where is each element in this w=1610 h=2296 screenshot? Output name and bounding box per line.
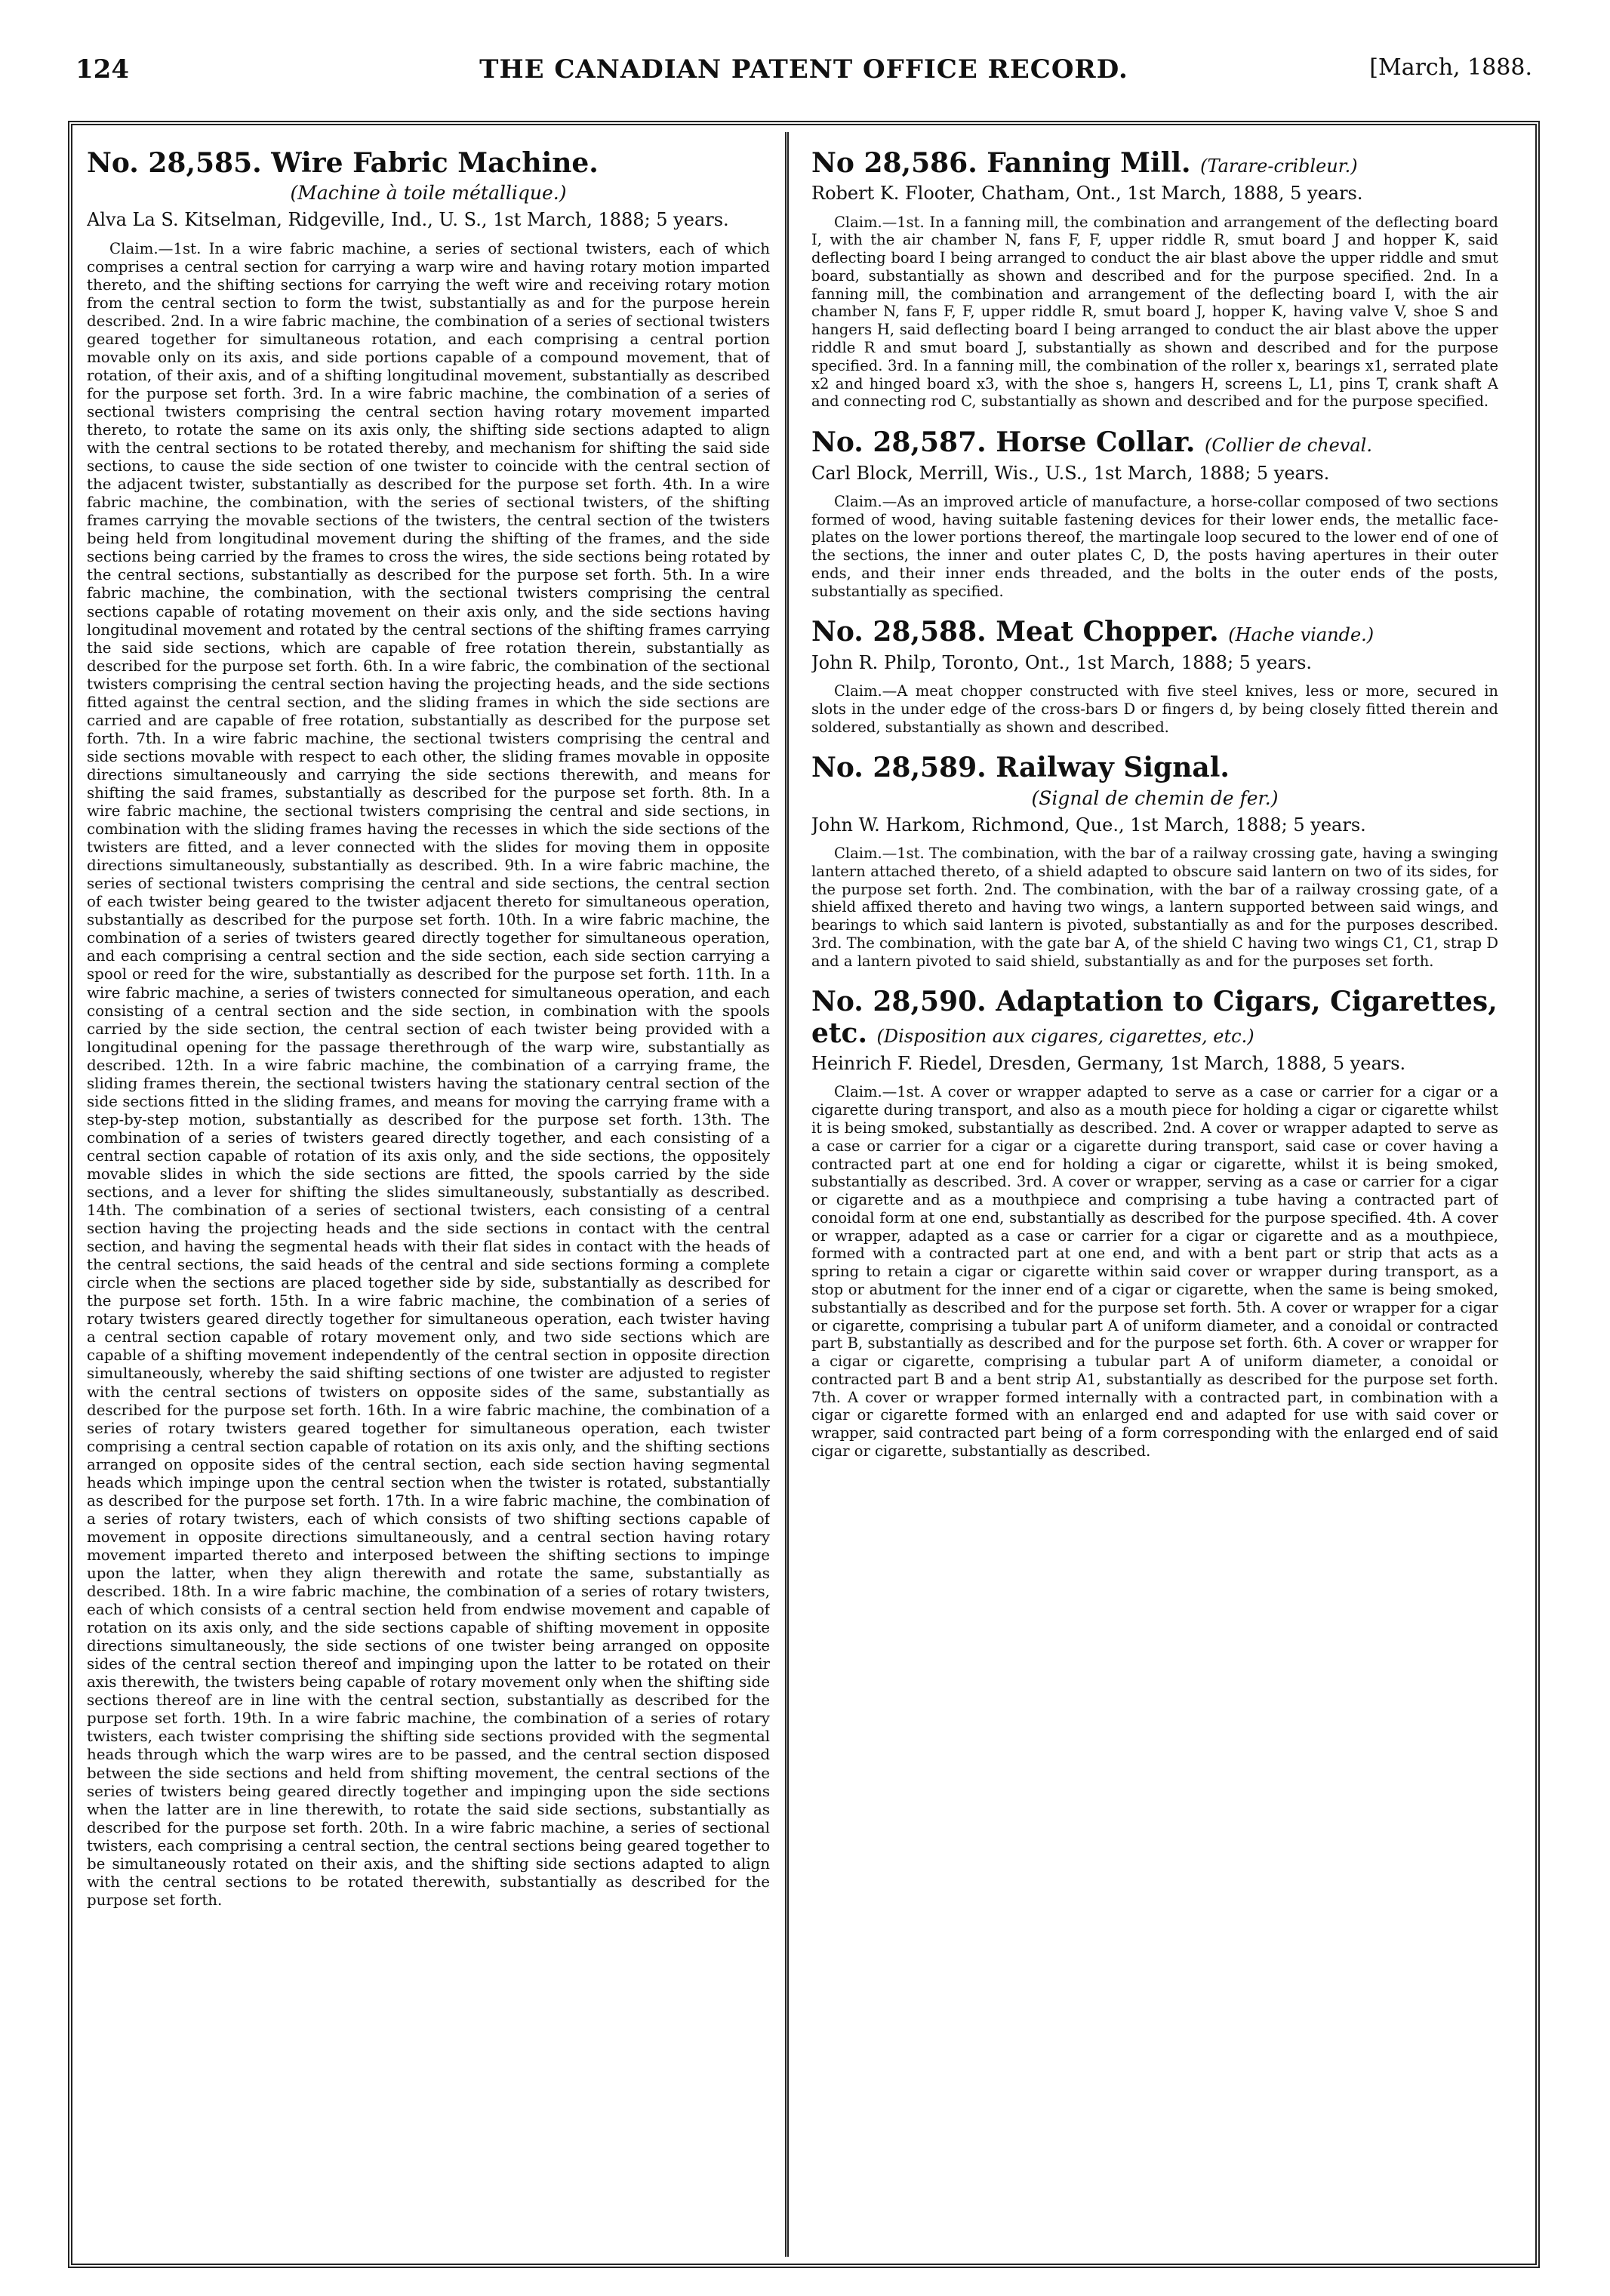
patent-claim: Claim.—1st. In a wire fabric machine, a series of sectional twisters, each of which comprises a central section for carrying a warp wire and having rotary motion imparted thereto, and the shifting sections for carrying the weft wire and receiving rotary motion from the central section to form the twist, substantially as and for the purpose herein described. 2nd. In a wire fabric machine, the combination of a series of sectional twisters geared together for simultaneous rotation, and each comprising a central portion movable only on its axis, and side portions capable of a compound movement, that of rotation, of their axis, and of a shifting longitudinal movement, substantially as described for the purpose set forth. 3rd. In a wire fabric machine, the combination of a series of sectional twisters comprising the central section having rotary movement imparted thereto, to rotate the same on its axis only, the shifting side sections adapted to align with the central sections to be rotated thereby, and mechanism for shifting the said side sections, to cause the side section of one twister to coincide with the central section of the adjacent twister, substantially as described for the purpose set forth. 4th. In a wire fabric machine, the combination, with the series of sectional twisters, of the shifting frames carrying the movable sections of the twisters, the central section of the twisters being held from longitudinal movement during the shifting of the frames, and the side sections being carried by the frames to cross the wires, the side sections being rotated by the central sections, substantially as described for the purpose set forth. 5th. In a wire fabric machine, the combination, with the sectional twisters comprising the central sections capable of rotating movement on their axis only, and the side sections having longitudinal movement and rotated by the central sections of the shifting frames carrying the said side sections, which are capable of free rotation therein, substantially as described for the purpose set forth. 6th. In a wire fabric, the combination of the sectional twisters comprising the central section having the projecting heads, and the side sections fitted against the central section, and the sliding frames in which the side sections are carried and are capable of free rotation, substantially as described for the purpose set forth. 7th. In a wire fabric machine, the sectional twisters comprising the central and side sections movable with respect to each other, the sliding frames movable in opposite directions simultaneously and carrying the side sections therewith, and means for shifting the said frames, substantially as described for the purpose set forth. 8th. In a wire fabric machine, the sectional twisters comprising the central and side sections, in combination with the sliding frames having the recesses in which the side sections of the twisters are fitted, and a lever connected with the slides for moving them in opposite directions simultaneously, substantially as described. 9th. In a wire fabric machine, the series of sectional twisters comprising the central and side sections, the central section of each twister being geared to the twister adjacent thereto for simultaneous operation, substantially as described for the purpose set forth. 10th. In a wire fabric machine, the combination of a series of twisters geared directly together for simultaneous operation, and each comprising a central section and the side section, each side section carrying a spool or reed for the wire, substantially as described for the purpose set forth. 11th. In a wire fabric machine, a series of twisters connected for simultaneous operation, and each consisting of a central section and the side section, in combination with the spools carried by the side section, the central section of each twister being provided with a longitudinal opening for the passage therethrough of the warp wire, substantially as described. 12th. In a wire fabric machine, the combination of a carrying frame, the sliding frames therein, the sectional twisters having the stationary central section of the side sections fitted in the sliding frames, and means for moving the carrying frame with a step-by-step motion, substantially as described for the purpose set forth. 13th. The combination of a series of twisters geared directly together, and each consisting of a central section capable of rotation of its axis only, and the side sections, the oppositely movable slides in which the side sections are fitted, the spools carried by the side sections, and a lever for shifting the slides simultaneously, substantially as described. 14th. The combination of a series of sectional twisters, each consisting of a central section having the projecting heads and the side sections in contact with the central section, and having the segmental heads with their flat sides in contact with the heads of the central sections, the said heads of the central and side sections forming a complete circle when the sections are placed together side by side, substantially as described for the purpose set forth. 15th. In a wire fabric machine, the combination of a series of rotary twisters geared directly together for simultaneous operation, each twister having a central section capable of rotary movement only, and two side sections which are capable of a shifting movement independently of the central section in opposite direction simultaneously, whereby the said shifting sections of one twister are adjusted to register with the central sections of twisters on opposite sides of the same, substantially as described for the purpose set forth. 16th. In a wire fabric machine, the combination of a series of rotary twisters geared together for simultaneous operation, each twister comprising a central section capable of rotation on its axis only, and the shifting sections arranged on opposite sides of the central section, each side section having segmental heads which impinge upon the central section when the twister is rotated, substantially as described for the purpose set forth. 17th. In a wire fabric machine, the combination of a series of rotary twisters, each of which consists of two shifting sections capable of movement in opposite directions simultaneously, and a central section having rotary movement imparted thereto and interposed between the shifting sections to impinge upon the latter, when they align therewith and rotate the same, substantially as described. 18th. In a wire fabric machine, the combination of a series of rotary twisters, each of which consists of a central section held from endwise movement and capable of rotation on its axis only, and the side sections capable of shifting movement in opposite directions simultaneously, the side sections of one twister being arranged on opposite sides of the central section thereof and impinging upon the latter to be rotated on their axis therewith, the twisters being capable of rotary movement only when the shifting side sections thereof are in line with the central section, substantially as described for the purpose set forth. 19th. In a wire fabric machine, the combination of a series of rotary twisters, each twister comprising the shifting side sections provided with the segmental heads through which the warp wires are to be passed, and the central section disposed between the side sections and held from shifting movement, the central sections of the series of twisters being geared directly together and impinging upon the side sections when the latter are in line therewith, to rotate the said side sections, substantially as described for the purpose set forth. 20th. In a wire fabric machine, a series of sectional twisters, each comprising a central section, the central sections being geared together to be simultaneously rotated on their axis, and the shifting side sections adapted to align with the central sections to be rotated therewith, substantially as described for the purpose set forth.: [87, 239, 770, 1909]
patent-inventor: Carl Block, Merrill, Wis., U.S., 1st March, 1888; 5 years.: [811, 462, 1330, 484]
page-header: [75, 54, 1532, 100]
patent-title: [811, 148, 1498, 179]
patent-inventor: Alva La S. Kitselman, Ridgeville, Ind., U. S., 1st March, 1888; 5 years.: [87, 209, 729, 231]
patent-french-title: (Tarare-cribleur.): [1200, 155, 1358, 177]
patent-french-title: (Collier de cheval.: [1204, 435, 1372, 457]
patent-title: [811, 617, 1498, 648]
left-column: [87, 143, 770, 2249]
patent-claim: Claim.—1st. A cover or wrapper adapted to serve as a case or carrier for a cigar or a cigarette during transport, and also as a mouth piece for holding a cigar or cigarette whilst it is being smoked, substantially as described. 2nd. A cover or wrapper adapted to serve as a case or carrier for a cigar or a cigarette during transport, said case or cover having a contracted part at one end for holding a cigar or cigarette, whilst it is being smoked, substantially as described. 3rd. A cover or wrapper, serving as a case or carrier for a cigar or cigarette and as a mouthpiece and comprising a tube having a contracted part of conoidal form at one end, substantially as described for the purpose specified. 4th. A cover or wrapper, adapted as a case or carrier for a cigar or cigarette and as a mouthpiece, formed with a contracted part at one end, and with a bent part or strip that acts as a spring to retain a cigar or cigarette within said cover or wrapper during transport, as a stop or abutment for the inner end of a cigar or cigarette, when the same is being smoked, substantially as described and for the purpose set forth. 5th. A cover or wrapper for a cigar or cigarette, comprising a tubular part A of uniform diameter, and a conoidal or contracted part B, substantially as described and for the purpose set forth. 6th. A cover or wrapper for a cigar or cigarette, comprising a tubular part A of uniform diameter, a conoidal or contracted part B and a bent strip A1, substantially as described for the purpose set forth. 7th. A cover or wrapper formed internally with a contracted part, in combination with a cigar or cigarette formed with an enlarged end and adapted for use with said cover or wrapper, said contracted part being of a form corresponding with the enlarged end of said cigar or cigarette, substantially as described.: [811, 1083, 1498, 1460]
patent-title: No. 28,585. Wire Fabric Machine.: [87, 147, 599, 179]
patent-inventor: John R. Philp, Toronto, Ont., 1st March, 1888; 5 years.: [811, 651, 1313, 673]
patent-entry: [811, 617, 1498, 736]
patent-claim: Claim.—1st. The combination, with the bar of a railway crossing gate, having a swinging lantern attached thereto, of a shield adapted to obscure said lantern on two of its sides, for the purpose set forth. 2nd. The combination, with the bar of a railway crossing gate, of a shield affixed thereto and having two wings, a lantern supported between said wings, and bearings to which said lantern is pivoted, substantially as and for the purposes described. 3rd. The combination, with the gate bar A, of the shield C having two wings C1, C1, strap D and a lantern pivoted to said shield, substantially as and for the purposes set forth.: [811, 844, 1498, 970]
patent-claim: Claim.—As an improved article of manufacture, a horse-collar composed of two sections formed of wood, having suitable fastening devices for their lower ends, the metallic face-plates on the lower portions thereof, the martingale loop secured to the lower end of one of the sections, the inner and outer plates C, D, the posts having apertures in their outer ends, and their inner ends threaded, and the bolts in the outer ends of the posts, substantially as specified.: [811, 492, 1498, 600]
patent-title-text: No 28,586. Fanning Mill.: [811, 147, 1191, 179]
patent-french-title: (Machine à toile métallique.): [290, 182, 567, 205]
patent-title: No. 28,589. Railway Signal.: [811, 752, 1230, 784]
patent-entry: [811, 427, 1498, 600]
patent-title: [811, 986, 1498, 1049]
journal-title: THE CANADIAN PATENT OFFICE RECORD.: [479, 54, 1128, 85]
patent-claim: Claim.—A meat chopper constructed with five steel knives, less or more, secured in slots in the under edge of the cross-bars D or fingers d, by being closely fitted therein and soldered, substantially as shown and described.: [811, 682, 1498, 736]
right-column: [811, 143, 1498, 2249]
patent-claim: Claim.—1st. In a fanning mill, the combination and arrangement of the deflecting board I, with the air chamber N, fans F, F, upper riddle R, smut board J and hopper K, said deflecting board I being arranged to conduct the air blast above the upper riddle and smut board, substantially as shown and described and for the purpose specified. 2nd. In a fanning mill, the combination and arrangement of the deflecting board I, with the air chamber N, fans F, F, upper riddle R, smut board J, hopper K, having valve V, shoe S and hangers H, said deflecting board I being arranged to conduct the air blast above the upper riddle R and smut board J, substantially as shown and described and for the purpose specified. 3rd. In a fanning mill, the combination of the roller x, bearings x1, serrated plate x2 and hinged board x3, with the shoe s, hangers H, screens L, L1, pins T, crank shaft A and connecting rod C, substantially as shown and described and for the purpose specified.: [811, 213, 1498, 411]
patent-inventor: Heinrich F. Riedel, Dresden, Germany, 1st March, 1888, 5 years.: [811, 1053, 1406, 1075]
patent-title-text: No. 28,587. Horse Collar.: [811, 426, 1196, 459]
patent-french-title: (Hache viande.): [1228, 624, 1375, 646]
column-divider: [785, 132, 789, 2257]
patent-inventor: Robert K. Flooter, Chatham, Ont., 1st March, 1888, 5 years.: [811, 183, 1363, 205]
patent-title-text: No. 28,590. Adaptation to Cigars, Cigarettes, etc.: [811, 986, 1498, 1049]
patent-title: [811, 427, 1498, 458]
page-number: 124: [75, 54, 129, 85]
patent-inventor: John W. Harkom, Richmond, Que., 1st March, 1888; 5 years.: [811, 814, 1366, 836]
patent-entry: [811, 753, 1498, 970]
patent-entry: [811, 986, 1498, 1460]
patent-title-text: No. 28,588. Meat Chopper.: [811, 616, 1219, 648]
patent-french-title: (Disposition aux cigares, cigarettes, etc.): [876, 1025, 1254, 1047]
patent-entry: [811, 148, 1498, 411]
patent-entry: [87, 148, 770, 1910]
patent-french-title: (Signal de chemin de fer.): [1031, 786, 1279, 809]
issue-date: [March, 1888.: [1369, 54, 1532, 81]
